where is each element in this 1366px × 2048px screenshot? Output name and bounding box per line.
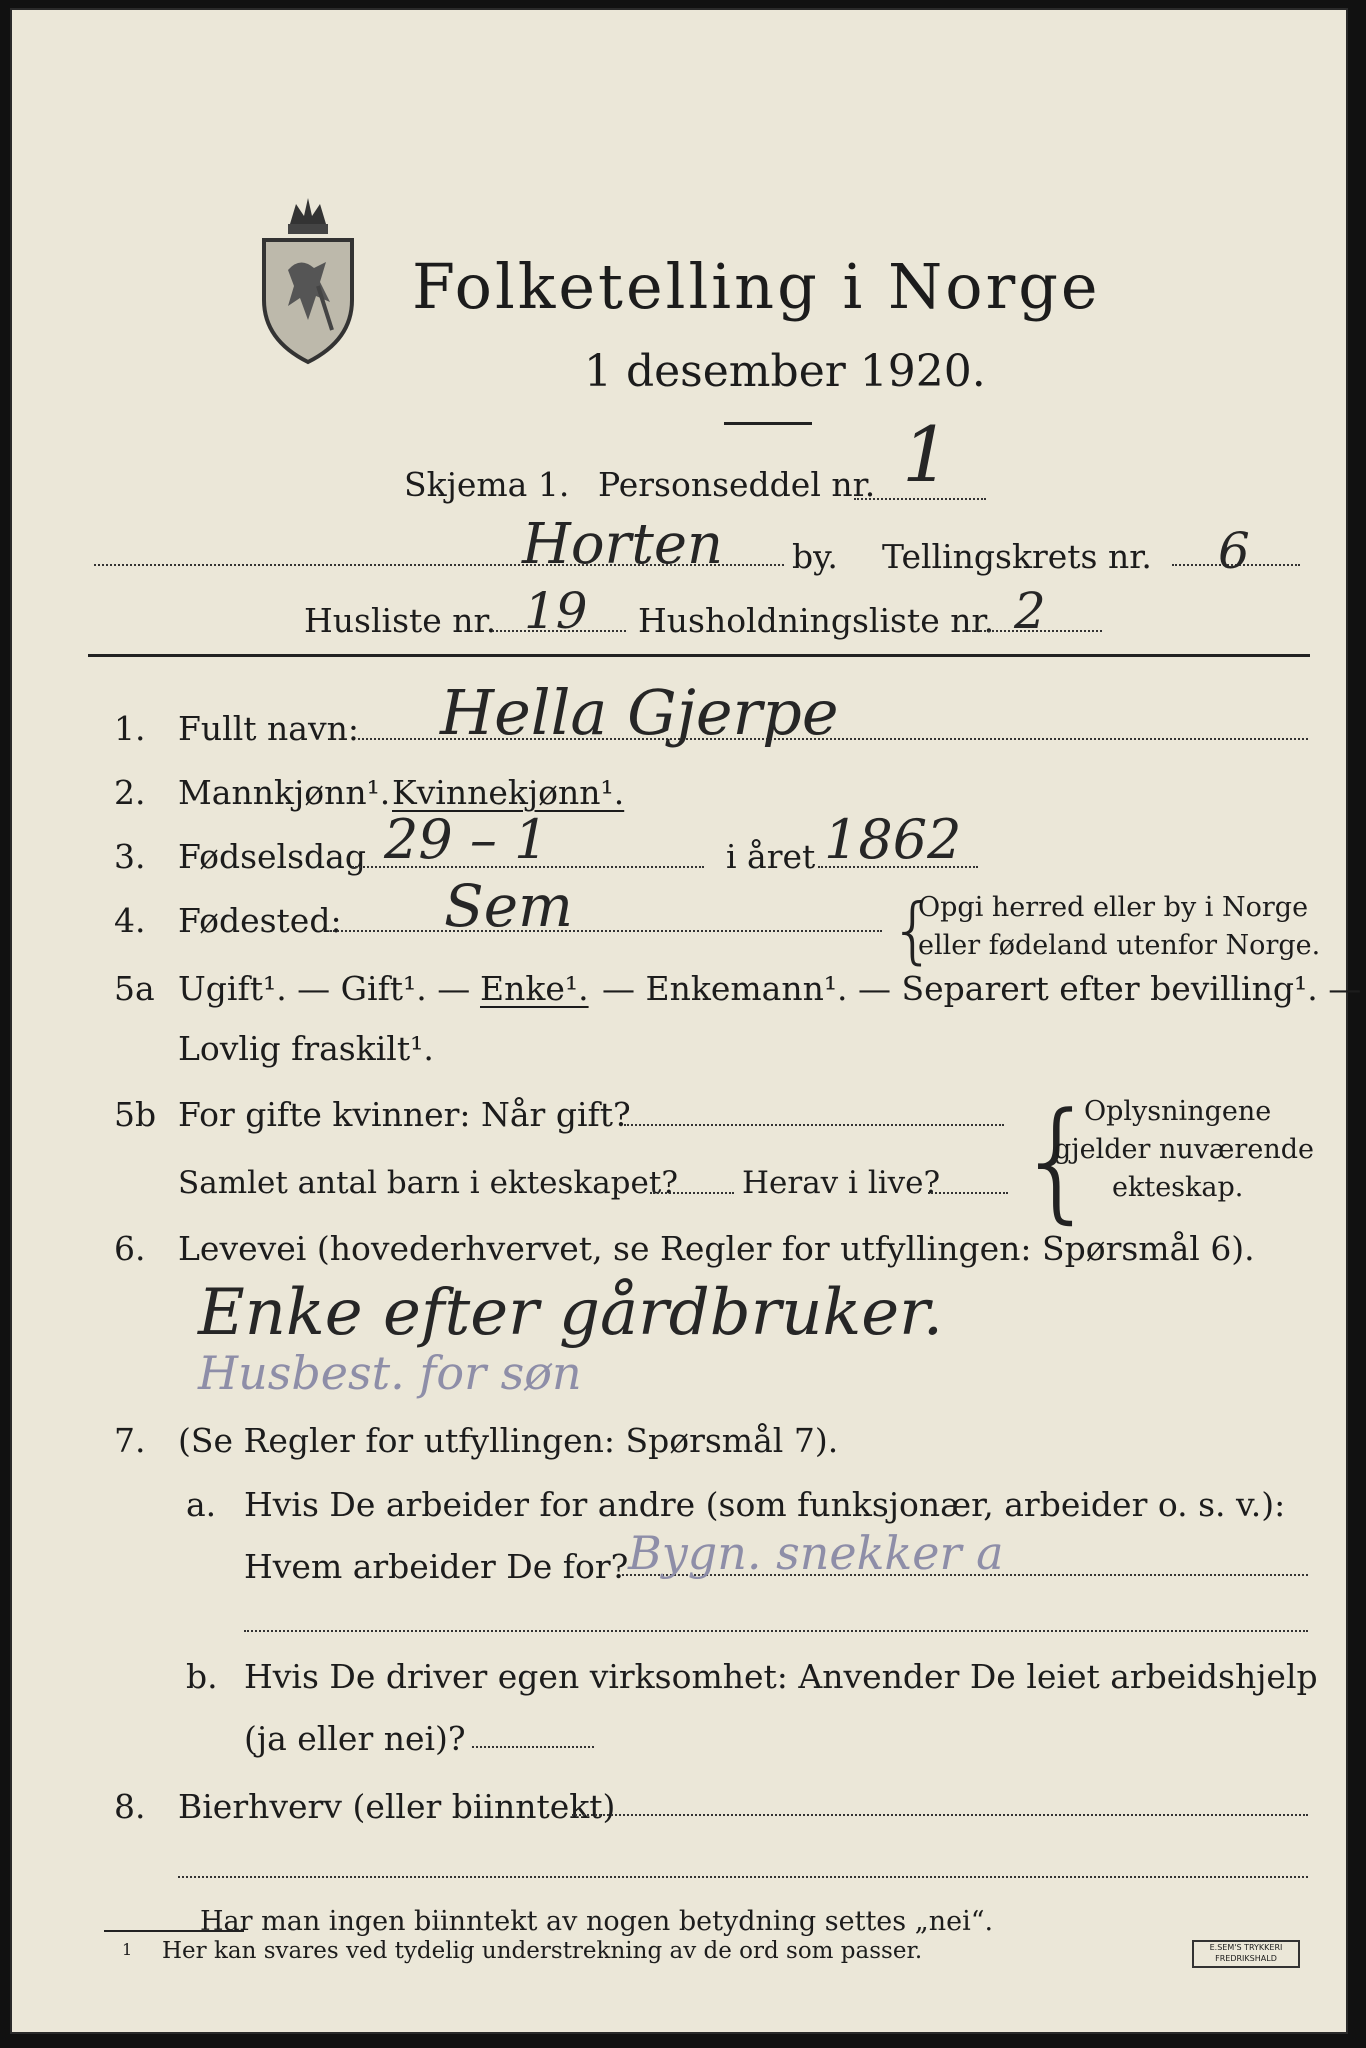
q5b-note-1: Oplysningene bbox=[1084, 1096, 1272, 1127]
q2-kvinne: Kvinnekjønn¹. bbox=[392, 773, 625, 812]
husliste-label: Husliste nr. bbox=[304, 601, 497, 640]
q6-value-1: Enke efter gårdbruker. bbox=[198, 1276, 944, 1350]
q7a-text: Hvis De arbeider for andre (som funksjonær, arbeider o. s. v.): bbox=[244, 1485, 1286, 1524]
q1-value: Hella Gjerpe bbox=[440, 676, 839, 749]
q4-field[interactable] bbox=[330, 930, 882, 932]
q5a-enke: Enke¹. bbox=[480, 969, 589, 1008]
form-title: Folketelling i Norge bbox=[412, 250, 1101, 323]
tellingskrets-label: Tellingskrets nr. bbox=[882, 537, 1152, 576]
q1-number: 1. bbox=[114, 709, 146, 748]
footnote-mark: 1 bbox=[122, 1940, 133, 1959]
q7b-text: Hvis De driver egen virksomhet: Anvender De leiet arbeidshjelp bbox=[244, 1657, 1318, 1696]
q5b-children-field[interactable] bbox=[650, 1192, 734, 1194]
footer-note: Har man ingen biinntekt av nogen betydning settes „nei“. bbox=[200, 1906, 994, 1937]
norwegian-coat-of-arms-icon bbox=[248, 190, 368, 370]
skjema-label: Skjema 1. bbox=[404, 465, 570, 504]
q5b-number: 5b bbox=[114, 1095, 157, 1134]
form-date: 1 desember 1920. bbox=[584, 346, 986, 397]
q8-field[interactable] bbox=[572, 1814, 1308, 1816]
title-divider bbox=[724, 422, 812, 425]
q7a-field-2[interactable] bbox=[244, 1630, 1308, 1632]
q4-note-1: Opgi herred eller by i Norge bbox=[918, 892, 1309, 923]
footnote-text: Her kan svares ved tydelig understrekning av de ord som passer. bbox=[162, 1938, 923, 1964]
q8-number: 8. bbox=[114, 1787, 146, 1826]
q7b-letter: b. bbox=[186, 1657, 218, 1696]
q7-number: 7. bbox=[114, 1421, 146, 1460]
printer-line-2: FREDRIKSHALD bbox=[1215, 1954, 1277, 1963]
q1-label: Fullt navn: bbox=[178, 709, 359, 748]
census-form bbox=[10, 8, 1362, 2034]
q2-number: 2. bbox=[114, 773, 146, 812]
q4-label: Fødested: bbox=[178, 901, 342, 940]
q7a-letter: a. bbox=[186, 1485, 217, 1524]
q5b-brace: { bbox=[1016, 1084, 1099, 1236]
footer-divider bbox=[104, 1930, 244, 1932]
q6-label: Levevei (hovederhvervet, se Regler for utfyllingen: Spørsmål 6). bbox=[178, 1229, 1255, 1268]
q5b-alive-field[interactable] bbox=[928, 1192, 1008, 1194]
q7a-question: Hvem arbeider De for? bbox=[244, 1547, 629, 1586]
q4-number: 4. bbox=[114, 901, 146, 940]
q4-brace: { bbox=[890, 888, 936, 972]
q5b-note-2: gjelder nuværende bbox=[1054, 1134, 1314, 1165]
section-divider bbox=[88, 654, 1310, 657]
printer-line-1: E.SEM'S TRYKKERI bbox=[1209, 1943, 1283, 1952]
q7b-question: (ja eller nei)? bbox=[244, 1719, 466, 1758]
tellingskrets-value: 6 bbox=[1218, 522, 1250, 580]
husholdning-value: 2 bbox=[1014, 582, 1046, 640]
printer-mark bbox=[1192, 1940, 1300, 1968]
q3-day-value: 29 – 1 bbox=[384, 808, 549, 871]
personseddel-label: Personseddel nr. bbox=[598, 465, 876, 504]
q4-note-2: eller fødeland utenfor Norge. bbox=[918, 930, 1321, 961]
q5b-label3: Herav i live? bbox=[742, 1165, 941, 1201]
q5b-note-3: ekteskap. bbox=[1112, 1172, 1244, 1203]
q6-value-2: Husbest. for søn bbox=[198, 1346, 582, 1400]
personseddel-value: 1 bbox=[902, 410, 951, 499]
husliste-value: 19 bbox=[524, 582, 588, 640]
q7a-value: Bygn. snekker a bbox=[628, 1526, 1004, 1580]
q3-year-value: 1862 bbox=[824, 808, 962, 871]
q4-value: Sem bbox=[444, 872, 574, 940]
q5a-line2: Lovlig fraskilt¹. bbox=[178, 1029, 434, 1068]
q5b-label2: Samlet antal barn i ekteskapet? bbox=[178, 1165, 678, 1201]
q8-field-2[interactable] bbox=[178, 1876, 1308, 1878]
q2-mann: Mannkjønn¹. bbox=[178, 773, 391, 812]
q7b-field[interactable] bbox=[472, 1746, 594, 1748]
q7-label: (Se Regler for utfyllingen: Spørsmål 7). bbox=[178, 1421, 839, 1460]
q8-label: Bierhverv (eller biinntekt) bbox=[178, 1787, 616, 1826]
q3-label: Fødselsdag bbox=[178, 837, 366, 876]
q5a-line1-b: — Enkemann¹. — Separert efter bevilling¹. — bbox=[602, 969, 1362, 1008]
q5b-married-field[interactable] bbox=[624, 1124, 1004, 1126]
q6-number: 6. bbox=[114, 1229, 146, 1268]
q3-number: 3. bbox=[114, 837, 146, 876]
q5a-number: 5a bbox=[114, 969, 155, 1008]
q5a-line1-a: Ugift¹. — Gift¹. — bbox=[178, 969, 471, 1008]
q3-year-label: i året bbox=[726, 837, 816, 876]
by-value: Horten bbox=[522, 512, 724, 577]
q5b-label1: For gifte kvinner: Når gift? bbox=[178, 1095, 631, 1134]
by-label: by. bbox=[792, 537, 838, 576]
husholdning-label: Husholdningsliste nr. bbox=[638, 601, 995, 640]
